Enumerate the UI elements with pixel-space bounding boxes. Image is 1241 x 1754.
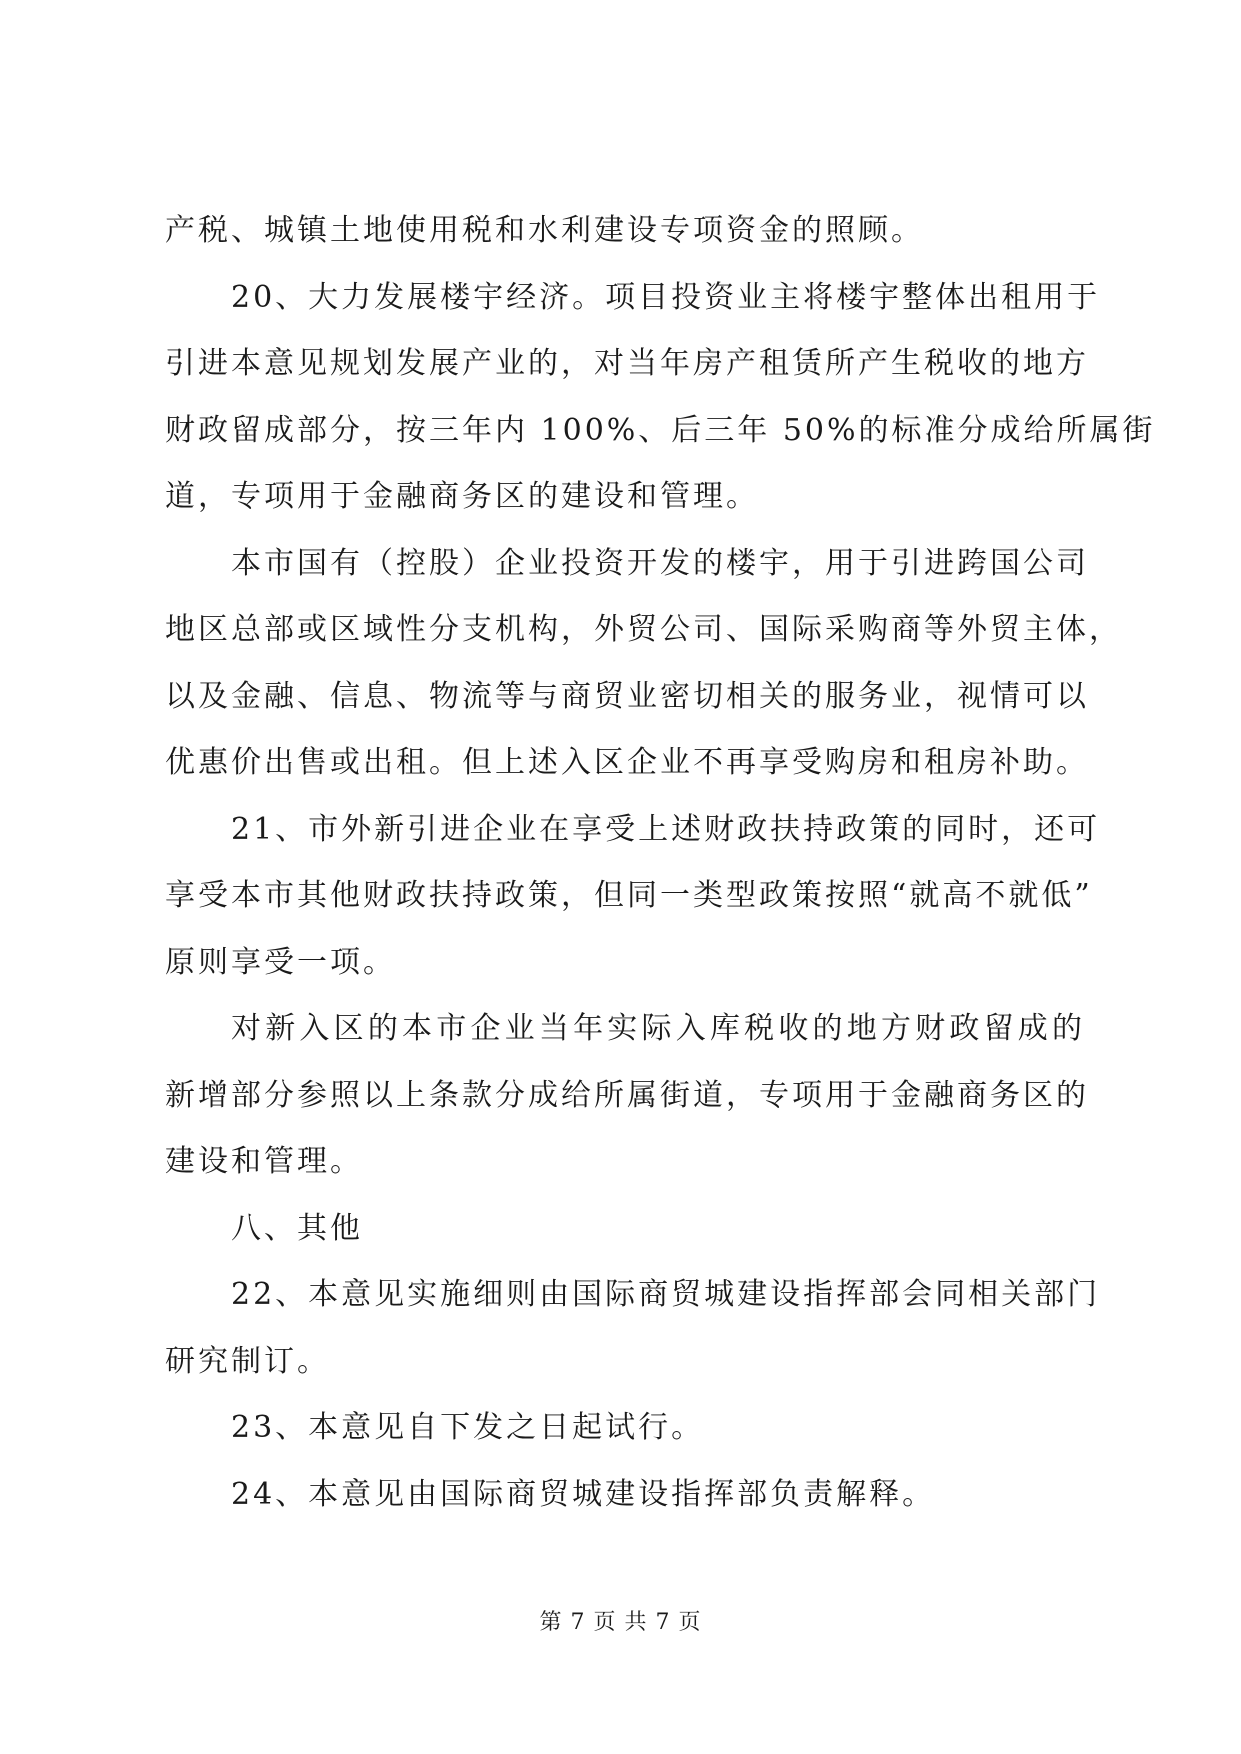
paragraph-line: 20、大力发展楼宇经济。项目投资业主将楼宇整体出租用于 <box>231 279 1101 315</box>
paragraph-line: 财政留成部分，按三年内 100%、后三年 50%的标准分成给所属街 <box>165 412 1156 448</box>
paragraph-line: 对新入区的本市企业当年实际入库税收的地方财政留成的 <box>231 1011 1085 1046</box>
paragraph-line: 享受本市其他财政扶持政策，但同一类型政策按照“就高不就低” <box>165 878 1093 913</box>
paragraph-line: 21、市外新引进企业在享受上述财政扶持政策的同时，还可 <box>231 811 1101 847</box>
paragraph-line: 建设和管理。 <box>165 1144 363 1179</box>
paragraph-line: 24、本意见由国际商贸城建设指挥部负责解释。 <box>231 1476 936 1512</box>
paragraph-line: 以及金融、信息、物流等与商贸业密切相关的服务业，视情可以 <box>165 678 1089 714</box>
paragraph-line: 原则享受一项。 <box>165 944 396 980</box>
paragraph-line: 地区总部或区域性分支机构，外贸公司、国际采购商等外贸主体， <box>165 612 1122 647</box>
paragraph-line: 23、本意见自下发之日起试行。 <box>231 1410 705 1445</box>
paragraph-line: 本市国有（控股）企业投资开发的楼宇，用于引进跨国公司 <box>231 545 1089 581</box>
document-body <box>165 198 1156 1528</box>
paragraph-line: 新增部分参照以上条款分成给所属街道，专项用于金融商务区的 <box>165 1077 1089 1113</box>
paragraph-line: 研究制订。 <box>165 1343 330 1379</box>
paragraph-line: 优惠价出售或出租。但上述入区企业不再享受购房和租房补助。 <box>165 745 1089 780</box>
paragraph-line: 引进本意见规划发展产业的，对当年房产租赁所产生税收的地方 <box>165 346 1089 381</box>
section-heading: 八、其他 <box>231 1210 363 1246</box>
paragraph-line: 产税、城镇土地使用税和水利建设专项资金的照顾。 <box>165 213 924 248</box>
paragraph-line: 道，专项用于金融商务区的建设和管理。 <box>165 479 759 514</box>
paragraph-line: 22、本意见实施细则由国际商贸城建设指挥部会同相关部门 <box>231 1277 1101 1312</box>
page-footer: 第 7 页 共 7 页 <box>539 1610 702 1635</box>
